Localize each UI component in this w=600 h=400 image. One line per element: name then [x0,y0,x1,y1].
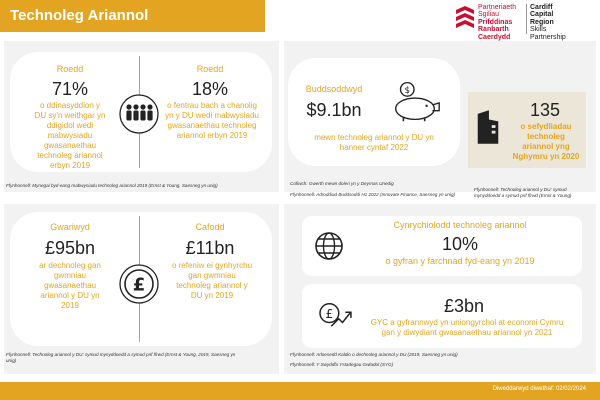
investment-label: Buddsoddwyd [305,84,363,94]
source-line: unig) [6,358,17,363]
desc-line: DU yn 2019 [190,291,234,300]
spend-label: Gwariwyd [50,222,90,232]
desc-line: gan y diwydiant gwasanaethau ariannol yn 2021 [381,328,553,337]
source-line: mynyddoedd a symud prif ffrwd (Ernst & Young) [474,193,572,198]
revenue-value: £11bn [185,238,235,258]
desc-line: o ddinasyddion y [39,101,101,110]
desc-line: ariannol yng [522,142,570,151]
desc-line: gwasanaethau technoleg [167,121,257,130]
market-share-desc: o gyfran y farchnad fyd-eang yn 2019 [385,256,535,266]
desc-line: yn y DU wedi mabwysiadu [165,111,259,120]
desc-line: 2019 [61,301,79,310]
investment-value: $9.1bn [306,100,362,120]
spend-value: £95bn [44,238,96,258]
sme-value: 18% [191,79,229,99]
partnership-logo [452,2,598,41]
header [0,0,600,41]
desc-line: gan gwmniau [188,271,236,280]
logo-text-english [530,4,566,41]
desc-line: mewn technoleg ariannol y DU yn [314,133,434,142]
value-note: Cofiwch: Gwerth mewn doleri yn y Deyrnas Unedig [290,181,394,186]
logo-line: Prifddinas [478,18,513,26]
source-note [6,352,278,364]
logo-mark-icon [454,6,476,32]
desc-line: Nghymru yn 2020 [512,152,580,161]
logo-line: Skills [530,26,547,34]
pound-coin-icon [119,264,159,304]
desc-line: technoleg ariannol [37,151,103,160]
pound-growth-icon [318,300,352,330]
sme-desc [156,101,268,141]
citizens-label: Roedd [56,64,84,74]
desc-line: hanner cyntaf 2022 [339,143,409,152]
svg-text:$: $ [404,85,411,96]
citizens-desc [18,101,122,171]
logo-line: Partnership [530,33,566,41]
logo-line: Caerdydd [478,33,511,41]
desc-line: technoleg [527,132,565,141]
people-group-icon [119,94,159,134]
market-share-label: Cynrychiolodd technoleg ariannol [393,220,527,230]
source-note: Ffynhonnell: Arloesedd Kaldio o dechnoleg ariannol y DU (2019, Saesneg yn unig) [290,352,458,357]
logo-text-welsh [478,4,516,41]
desc-line: o refeniw ei gynhyrchu [171,261,253,270]
building-icon [474,110,502,144]
source-note: Ffynhonnell: Mynegai byd-eang mabwysiadu technoleg ariannol 2019 (Ernst & Young, Saesneg yn unig) [6,183,218,188]
source-note [474,187,598,199]
organisations-desc [506,122,586,162]
desc-line: mabwysiadu [47,131,93,140]
organisations-value: 135 [529,100,561,120]
desc-line: ddigidol wedi [46,121,94,130]
logo-line: Cardiff [530,4,553,11]
source-note: Ffynhonnell: Y Swyddfa Ystadegau Gwladol (SYG) [290,362,394,367]
logo-line: Capital [530,11,554,19]
spend-desc [18,261,122,311]
sme-label: Roedd [196,64,224,74]
market-share-value: 10% [441,234,479,254]
title-bar [0,0,265,32]
desc-line: ariannol y DU yn [40,291,100,300]
logo-line: Region [530,18,554,26]
logo-line: Partneriaeth [478,4,517,11]
desc-line: erbyn 2019 [49,161,91,170]
desc-line: gwmniau [53,271,86,280]
gva-desc [354,318,580,338]
gva-value: £3bn [443,296,485,316]
desc-line: ar dechnoleg gan [39,261,101,270]
revenue-desc [156,261,268,301]
logo-divider [526,4,527,34]
last-updated: Diweddarwyd diwethaf: 02/02/2024 [492,386,586,392]
svg-text:£: £ [132,274,146,296]
logo-line: Ranbarth [478,26,509,34]
desc-line: DU sy'n weithgar yn [34,111,106,120]
investment-desc [288,133,460,153]
desc-line: technoleg ariannol y [176,281,248,290]
desc-line: o fentrau bach a chanolig [167,101,257,110]
page-title: Technoleg Ariannol [10,7,149,24]
source-line: Ffynhonnell: Technoleg ariannol y DU: symud mynyddoedd a symud prif ffrwd (Ernst & Young, 2019, Saesneg yn [6,352,236,357]
footer-bar [0,382,600,400]
source-note: Ffynhonnell: Adroddiad Buddsoddi H1 2022 (Innovate Finance, Saesneg yn unig) [290,192,456,197]
desc-line: gwasanaethau [43,141,97,150]
svg-text:£: £ [325,306,334,321]
globe-icon [314,231,344,261]
piggy-bank-icon [386,79,444,123]
desc-line: o sefydliadau [520,122,572,131]
desc-line: gwasanaethau [43,281,97,290]
desc-line: GYC a gyfrannwyd yn uniongyrchol at economi Cymru [370,318,564,327]
desc-line: ariannol erbyn 2019 [176,131,248,140]
citizens-value: 71% [51,79,89,99]
revenue-label: Cafodd [195,222,225,232]
logo-line: Sgiliau [478,11,500,19]
source-line: Ffynhonnell: Technoleg ariannol y DU: symud [474,187,567,192]
